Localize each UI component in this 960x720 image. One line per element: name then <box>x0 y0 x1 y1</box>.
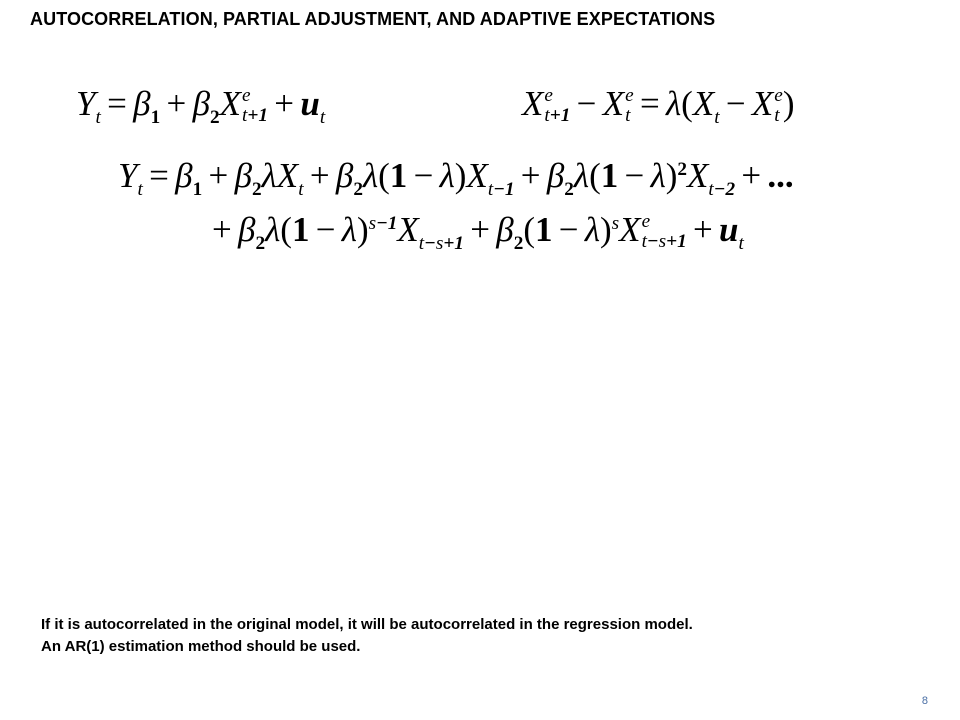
note-line-1: If it is autocorrelated in the original model, it will be autocorrelated in the regression model. <box>41 616 693 633</box>
expanded-equation-line2: + $\beta_2\lambda(1 - \lambda)^{s-1}X_{t-s+1} + \beta_2(1 - \lambda)^sX$ e t−s+1 + $u_t$ <box>212 210 744 255</box>
note-line-2: An AR(1) estimation method should be used. <box>41 638 361 655</box>
slide-title: AUTOCORRELATION, PARTIAL ADJUSTMENT, AND ADAPTIVE EXPECTATIONS <box>30 9 716 29</box>
adaptive-expectations-equation: X e t+1 − X e t = $\lambda(X_t - X$ e t ) <box>522 84 795 129</box>
page-number: 8 <box>921 695 928 707</box>
autocorrelation-note <box>41 614 693 658</box>
model-equation: $Y_t = \beta_1 + \beta_2X$ e t+1 + $u_t$ <box>76 84 326 129</box>
expanded-equation-line1: $Y_t = \beta_1 + \beta_2\lambda X_t + \beta_2\lambda(1 - \lambda)X_{t-1} + \beta_2\lambda(1 - \lambda)^2X_{t-2}$ + ... <box>118 156 794 201</box>
